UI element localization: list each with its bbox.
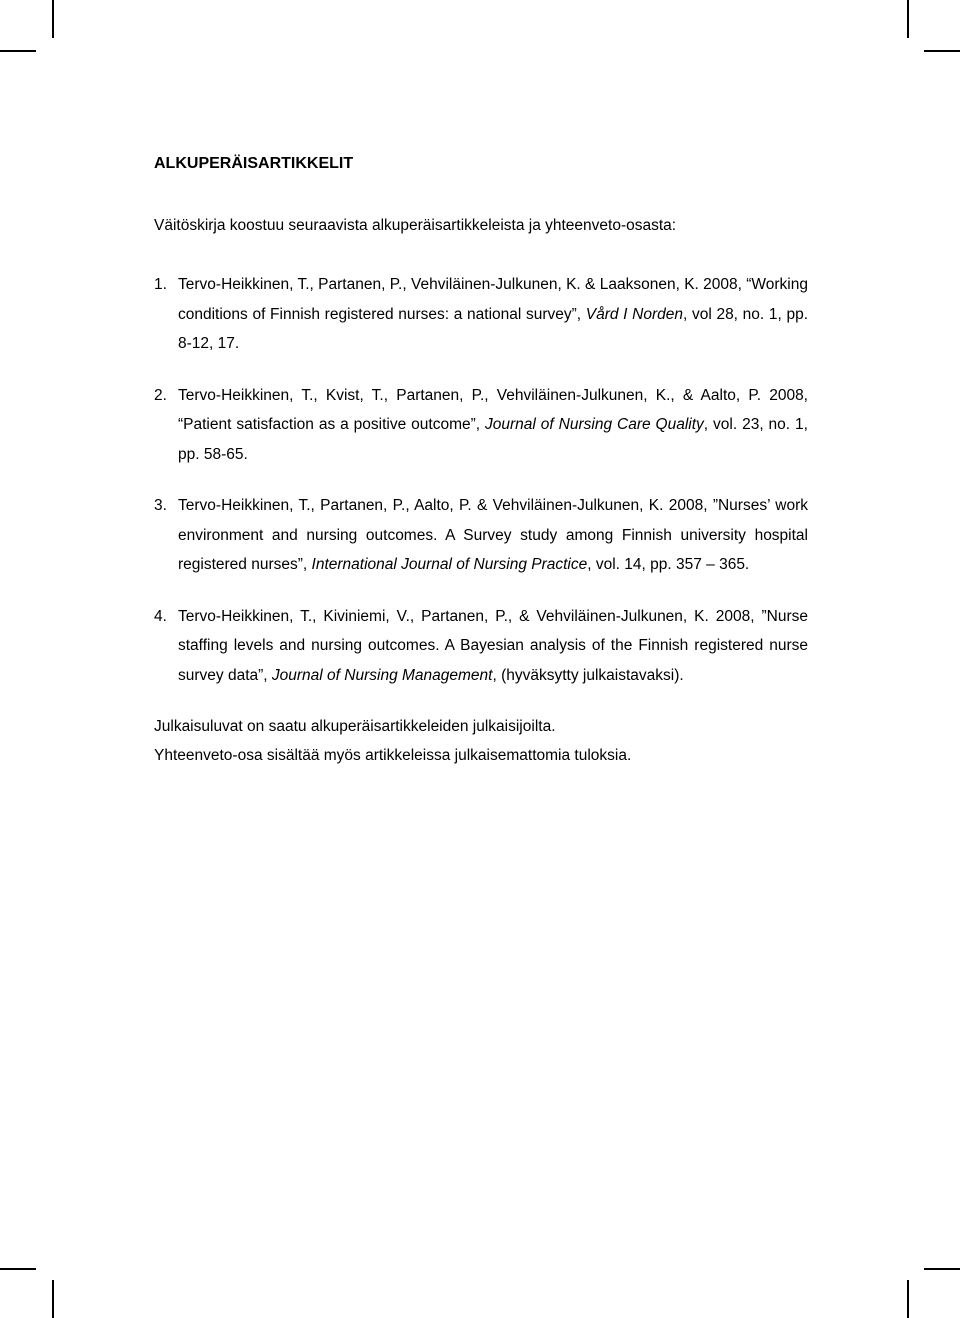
reference-details: , vol. 23, no. 1, pp. 58-65. (178, 416, 808, 463)
reference-text: Tervo-Heikkinen, T., Kvist, T., Partanen, P., Vehviläinen-Julkunen, K., & Aalto, P. 2008, “Patient satisfaction as a positive outcome”, (178, 386, 808, 433)
intro-text: Väitöskirja koostuu seuraavista alkuperäisartikkeleista ja yhteenveto-osasta: (154, 217, 677, 234)
crop-mark-top-left-horizontal (0, 50, 36, 52)
reference-details: , (hyväksytty julkaistavaksi). (492, 666, 684, 684)
reference-journal: International Journal of Nursing Practice (311, 556, 588, 573)
crop-mark-top-right-vertical (907, 0, 909, 38)
closing-note: Yhteenveto-osa sisältää myös artikkeleissa julkaisemattomia tuloksia. (154, 747, 632, 764)
reference-number: 4. (154, 607, 167, 625)
reference-number: 3. (154, 497, 167, 514)
closing-note: Julkaisuluvat on saatu alkuperäisartikkeleiden julkaisijoilta. (154, 718, 556, 735)
crop-mark-bottom-right-vertical (907, 1280, 909, 1318)
page-content (154, 152, 808, 770)
closing-notes (154, 712, 808, 770)
crop-mark-top-left-vertical (52, 0, 54, 38)
reference-journal: Vård I Norden (585, 305, 683, 323)
crop-mark-bottom-left-horizontal (0, 1268, 36, 1270)
reference-details: , vol. 14, pp. 357 – 365. (587, 556, 750, 573)
reference-text: Tervo-Heikkinen, T., Partanen, P., Aalto, P. & Vehviläinen-Julkunen, K. 2008, ”Nurses’ work environment and nursing outcomes. A Survey study among Finnish university hospital registered nurses”, (178, 497, 808, 573)
reference-item (154, 381, 808, 470)
reference-item (154, 491, 808, 580)
reference-number: 2. (154, 386, 167, 404)
crop-mark-top-right-horizontal (924, 50, 960, 52)
reference-item (154, 270, 808, 359)
reference-text: Tervo-Heikkinen, T., Partanen, P., Vehviläinen-Julkunen, K. & Laaksonen, K. 2008, “Working conditions of Finnish registered nurses: a national survey”, (178, 276, 808, 323)
reference-journal: Journal of Nursing Management (271, 666, 493, 684)
reference-journal: Journal of Nursing Care Quality (485, 416, 704, 433)
reference-item (154, 602, 808, 691)
crop-mark-bottom-right-horizontal (924, 1268, 960, 1270)
page-heading: ALKUPERÄISARTIKKELIT (154, 155, 354, 172)
reference-text: Tervo-Heikkinen, T., Kiviniemi, V., Partanen, P., & Vehviläinen-Julkunen, K. 2008, ”Nurse staffing levels and nursing outcomes. A Bayesian analysis of the Finnish registered nurse survey data”, (178, 607, 808, 684)
reference-details: , vol 28, no. 1, pp. 8-12, 17. (178, 305, 808, 352)
crop-mark-bottom-left-vertical (52, 1280, 54, 1318)
reference-number: 1. (154, 276, 167, 293)
reference-list (154, 270, 808, 690)
